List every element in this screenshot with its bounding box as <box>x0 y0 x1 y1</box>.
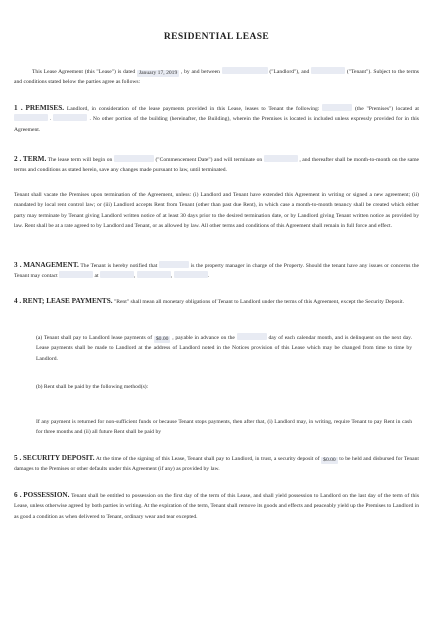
section-text: , <box>170 273 173 280</box>
section-number: 3 . <box>14 261 22 269</box>
section-rent <box>14 296 419 307</box>
lease-date-field[interactable]: January 17, 2019 <box>138 70 178 76</box>
section-number: 5 . <box>14 454 22 462</box>
rent-due-day-field[interactable] <box>237 333 267 340</box>
section-number: 6 . <box>14 491 22 499</box>
section-text: The Tenant is hereby notified that <box>80 263 158 269</box>
rent-amount-field[interactable]: $0.00 <box>155 336 169 342</box>
section-text: is the property manager in charge of the Property. Should the tenant have any issues or concerns the Tenant may contact <box>14 263 419 280</box>
contact-name-field[interactable] <box>59 271 93 278</box>
intro-text: , by and between <box>181 69 220 75</box>
document-title: RESIDENTIAL LEASE <box>163 32 270 42</box>
section-text: . <box>207 273 210 280</box>
termination-date-field[interactable] <box>264 155 298 162</box>
section-text: (a) Tenant shall pay to Landlord lease payments of <box>36 335 153 341</box>
intro-text: Subject to the terms and conditions stated below the parties agree as follows: <box>14 69 419 86</box>
section-text: day of each calendar month, and is delinquent on the next day. Lease payments shall be made to Landlord at the address of Landlord noted in the Notices provision of this Lease which may be changed from time to time by Landlord. <box>36 335 412 362</box>
term-holdover-paragraph: Tenant shall vacate the Premises upon termination of the Agreement, unless: (i) Landlord and Tenant have extended this Agreement in writing or signed a new agreement; (ii) mandated by local rent control law; or (iii) Landlord accepts Rent from Tenant (other than past due Rent), in which case a month-to-month tenancy shall be created which either party may terminate by Tenant giving Landlord written notice of at least 30 days prior to the desired termination date, or by Landlord giving Tenant written notice as provided by law. Rent shall be at a rate agreed to by Landlord and Tenant, or as allowed by law. All other terms and conditions of this Agreement shall remain in full force and effect. <box>14 192 419 230</box>
landlord-name-field[interactable] <box>222 67 268 74</box>
rent-clause-a <box>36 333 412 364</box>
section-text: "Rent" shall mean all monetary obligations of Tenant to Landlord under the terms of this Agreement, except the Security Deposit. <box>113 299 404 305</box>
intro-text: This Lease Agreement (this "Lease") is dated <box>32 69 136 75</box>
contact-phone-field[interactable] <box>174 271 208 278</box>
section-text: ("Commencement Date") and will terminate on <box>155 157 263 163</box>
section-text: If any payment is returned for non-sufficient funds or because Tenant stops payments, then after that, (i) Landlord may, in writing, require Tenant to pay Rent in cash for three months and (ii) all future Rent shall be paid by <box>36 419 412 436</box>
section-number: 4 . <box>14 297 22 305</box>
section-premises <box>14 103 419 135</box>
section-number: 1 . <box>14 104 23 112</box>
security-deposit-field[interactable]: $0.00 <box>323 457 336 463</box>
tenant-name-field[interactable] <box>311 67 345 74</box>
section-text: At the time of the signing of this Lease, Tenant shall pay to Landlord, in trust, a security deposit of <box>95 456 320 462</box>
section-text: , payable in advance on the <box>172 335 235 341</box>
section-text: (the "Premises") located at <box>355 106 419 112</box>
section-possession <box>14 490 419 522</box>
premises-street-field[interactable] <box>14 114 48 121</box>
premises-city-field[interactable] <box>53 114 87 121</box>
section-term <box>14 154 419 176</box>
section-text: at <box>94 273 99 280</box>
rent-clause-returned-payment <box>36 417 412 438</box>
section-heading: SECURITY DEPOSIT. <box>22 454 95 462</box>
section-text: Landlord, in consideration of the lease payments provided in this Lease, leases to Tenant the following: <box>66 106 320 112</box>
section-text: to be held and disbursed for Tenant damages to the Premises or other defaults under this Agreement (if any) as provided by law. <box>14 456 419 473</box>
section-heading: POSSESSION. <box>23 491 70 499</box>
premises-description-field[interactable] <box>322 104 352 111</box>
section-text: , and thereafter shall be month-to-month on the same terms and conditions as stated herein, save any changes made pursuant to law, until terminated. <box>14 157 420 174</box>
contact-city-field[interactable] <box>137 271 171 278</box>
section-security-deposit <box>14 453 419 475</box>
section-heading: RENT; LEASE PAYMENTS. <box>22 297 113 305</box>
section-text: . No other portion of the building (hereinafter, the Building), wherein the Premises is located is included unless expressly provided for in this Agreement. <box>14 116 419 133</box>
section-number: 2 . <box>14 155 22 163</box>
commencement-date-field[interactable] <box>114 155 154 162</box>
section-text: . <box>50 116 52 123</box>
section-heading: TERM. <box>22 155 47 163</box>
rent-clause-b: (b) Rent shall be paid by the following method(s): <box>36 384 149 390</box>
section-heading: MANAGEMENT. <box>23 261 79 269</box>
section-management <box>14 260 419 282</box>
intro-text: ("Landlord"), and <box>269 69 310 75</box>
section-text: , <box>133 273 136 280</box>
intro-text: ("Tenant"). <box>346 69 372 75</box>
intro-paragraph <box>14 67 419 88</box>
contact-address-field[interactable] <box>100 271 134 278</box>
property-manager-field[interactable] <box>159 261 189 268</box>
section-text: The lease term will begin on <box>47 157 113 163</box>
section-text: Tenant shall be entitled to possession on the first day of the term of this Lease, and shall yield possession to Landlord on the last day of the term of this Lease, unless otherwise agreed by both parties in writing. At the expiration of the term, Tenant shall remove its goods and effects and peaceably yield up the Premises to Landlord in as good a condition as when delivered to Tenant, ordinary wear and tear excepted. <box>14 493 419 520</box>
section-heading: PREMISES. <box>25 104 64 112</box>
